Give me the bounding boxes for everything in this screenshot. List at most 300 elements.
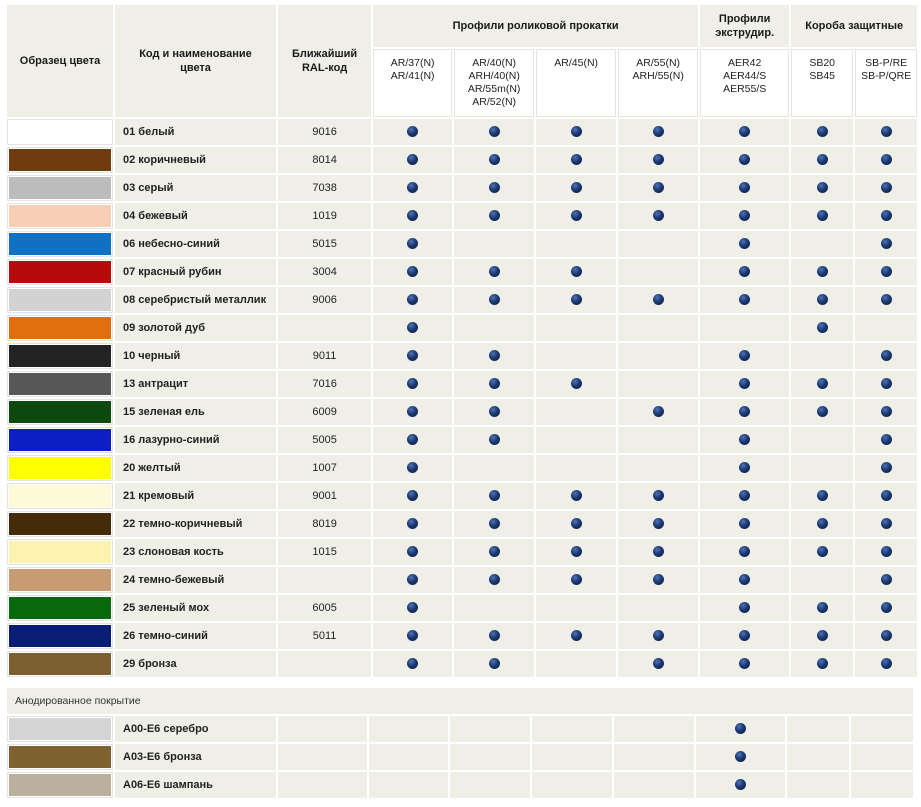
availability-cell (614, 772, 694, 798)
availability-dot-icon (407, 322, 418, 333)
availability-cell (700, 595, 789, 621)
color-row (7, 539, 917, 565)
availability-cell (618, 539, 698, 565)
availability-cell (373, 427, 452, 453)
color-swatch (9, 718, 111, 740)
availability-cell (373, 483, 452, 509)
availability-dot-icon (571, 518, 582, 529)
color-swatch-cell (7, 203, 113, 229)
model-code: ARH/55(N) (632, 70, 684, 82)
availability-cell (700, 539, 789, 565)
color-name: 13 антрацит (115, 371, 276, 397)
availability-cell (700, 651, 789, 677)
availability-dot-icon (407, 518, 418, 529)
color-swatch-cell (7, 175, 113, 201)
ral-code: 6009 (278, 399, 371, 425)
availability-cell (700, 427, 789, 453)
availability-dot-icon (407, 294, 418, 305)
ral-code (278, 716, 367, 742)
availability-dot-icon (653, 574, 664, 585)
color-row (7, 567, 917, 593)
availability-cell (696, 716, 785, 742)
availability-dot-icon (571, 266, 582, 277)
availability-dot-icon (739, 238, 750, 249)
availability-cell (855, 119, 917, 145)
availability-dot-icon (489, 182, 500, 193)
color-swatch (9, 597, 111, 619)
availability-dot-icon (817, 602, 828, 613)
availability-dot-icon (489, 630, 500, 641)
color-name: A00-E6 серебро (115, 716, 276, 742)
availability-dot-icon (817, 378, 828, 389)
availability-cell (700, 343, 789, 369)
availability-cell (532, 772, 612, 798)
availability-dot-icon (739, 574, 750, 585)
color-swatch (9, 233, 111, 255)
availability-cell (454, 147, 534, 173)
color-row (7, 287, 917, 313)
availability-cell (618, 287, 698, 313)
ral-code: 3004 (278, 259, 371, 285)
availability-dot-icon (407, 434, 418, 445)
availability-dot-icon (407, 406, 418, 417)
availability-dot-icon (881, 602, 892, 613)
model-code: ARH/40(N) (468, 70, 520, 82)
color-swatch (9, 149, 111, 171)
model-code: AER55/S (723, 83, 767, 95)
color-name: 16 лазурно-синий (115, 427, 276, 453)
availability-dot-icon (653, 210, 664, 221)
subheader-models-5 (791, 49, 853, 117)
availability-cell (855, 203, 917, 229)
availability-dot-icon (489, 210, 500, 221)
availability-cell (791, 231, 853, 257)
availability-dot-icon (817, 266, 828, 277)
availability-cell (855, 511, 917, 537)
color-name: A03-E6 бронза (115, 744, 276, 770)
availability-cell (536, 623, 616, 649)
color-row (7, 651, 917, 677)
ral-code: 1019 (278, 203, 371, 229)
color-name: 08 серебристый металлик (115, 287, 276, 313)
ral-code: 9016 (278, 119, 371, 145)
availability-cell (373, 119, 452, 145)
color-swatch (9, 746, 111, 768)
availability-cell (536, 511, 616, 537)
availability-cell (536, 399, 616, 425)
availability-cell (373, 595, 452, 621)
availability-cell (373, 623, 452, 649)
color-name: 01 белый (115, 119, 276, 145)
ral-code: 7016 (278, 371, 371, 397)
availability-dot-icon (881, 182, 892, 193)
availability-cell (851, 772, 913, 798)
color-swatch-cell (7, 744, 113, 770)
availability-cell (454, 343, 534, 369)
availability-cell (791, 455, 853, 481)
subheader-models-0 (373, 49, 452, 117)
availability-cell (373, 539, 452, 565)
ral-code: 7038 (278, 175, 371, 201)
availability-dot-icon (407, 126, 418, 137)
ral-code: 9006 (278, 287, 371, 313)
availability-cell (532, 744, 612, 770)
availability-dot-icon (817, 490, 828, 501)
availability-cell (373, 399, 452, 425)
availability-dot-icon (881, 658, 892, 669)
availability-cell (855, 483, 917, 509)
availability-dot-icon (881, 546, 892, 557)
availability-dot-icon (489, 406, 500, 417)
availability-cell (855, 539, 917, 565)
availability-dot-icon (571, 574, 582, 585)
availability-cell (536, 119, 616, 145)
availability-dot-icon (881, 154, 892, 165)
availability-cell (700, 371, 789, 397)
availability-cell (855, 231, 917, 257)
availability-dot-icon (407, 350, 418, 361)
subheader-models-4 (700, 49, 789, 117)
availability-cell (700, 287, 789, 313)
color-row (7, 744, 913, 770)
availability-cell (618, 623, 698, 649)
color-swatch (9, 401, 111, 423)
availability-dot-icon (407, 378, 418, 389)
availability-dot-icon (489, 154, 500, 165)
availability-dot-icon (571, 210, 582, 221)
availability-cell (369, 772, 448, 798)
availability-cell (855, 287, 917, 313)
color-swatch-cell (7, 539, 113, 565)
header-ral: Ближайший RAL-код (278, 5, 371, 117)
color-swatch-cell (7, 287, 113, 313)
color-swatch-cell (7, 231, 113, 257)
availability-cell (536, 483, 616, 509)
color-name: 10 черный (115, 343, 276, 369)
color-swatch (9, 485, 111, 507)
color-swatch (9, 513, 111, 535)
availability-dot-icon (653, 630, 664, 641)
availability-dot-icon (817, 126, 828, 137)
header-roll-profiles: Профили роликовой прокатки (373, 5, 698, 47)
availability-cell (855, 567, 917, 593)
availability-cell (791, 595, 853, 621)
availability-cell (369, 744, 448, 770)
availability-dot-icon (407, 658, 418, 669)
availability-dot-icon (739, 406, 750, 417)
color-name: 07 красный рубин (115, 259, 276, 285)
ral-code (278, 567, 371, 593)
availability-cell (855, 175, 917, 201)
availability-cell (532, 716, 612, 742)
ral-code: 5011 (278, 623, 371, 649)
color-name: 21 кремовый (115, 483, 276, 509)
availability-dot-icon (571, 630, 582, 641)
color-row (7, 595, 917, 621)
availability-dot-icon (571, 490, 582, 501)
color-row (7, 716, 913, 742)
availability-dot-icon (653, 154, 664, 165)
availability-cell (787, 716, 849, 742)
color-swatch (9, 457, 111, 479)
color-name: 25 зеленый мох (115, 595, 276, 621)
availability-cell (536, 371, 616, 397)
availability-cell (618, 343, 698, 369)
availability-dot-icon (739, 182, 750, 193)
availability-cell (536, 203, 616, 229)
availability-cell (536, 343, 616, 369)
availability-dot-icon (881, 462, 892, 473)
availability-cell (618, 483, 698, 509)
availability-cell (536, 259, 616, 285)
model-code: AR/52(N) (472, 96, 517, 108)
availability-cell (536, 595, 616, 621)
ral-code: 1007 (278, 455, 371, 481)
color-row (7, 315, 917, 341)
availability-cell (536, 651, 616, 677)
color-swatch-cell (7, 483, 113, 509)
color-swatch (9, 429, 111, 451)
color-row (7, 231, 917, 257)
availability-dot-icon (653, 658, 664, 669)
availability-dot-icon (817, 518, 828, 529)
availability-dot-icon (817, 630, 828, 641)
availability-dot-icon (571, 546, 582, 557)
availability-dot-icon (407, 266, 418, 277)
color-swatch (9, 373, 111, 395)
color-name: 24 темно-бежевый (115, 567, 276, 593)
availability-dot-icon (489, 266, 500, 277)
availability-cell (791, 343, 853, 369)
color-name: 26 темно-синий (115, 623, 276, 649)
availability-dot-icon (407, 182, 418, 193)
availability-dot-icon (407, 462, 418, 473)
availability-cell (700, 175, 789, 201)
availability-dot-icon (489, 378, 500, 389)
availability-cell (700, 259, 789, 285)
availability-cell (373, 315, 452, 341)
color-row (7, 511, 917, 537)
color-row (7, 772, 913, 798)
ral-code (278, 744, 367, 770)
availability-dot-icon (739, 126, 750, 137)
availability-cell (700, 623, 789, 649)
availability-cell (855, 371, 917, 397)
availability-cell (791, 175, 853, 201)
availability-cell (454, 511, 534, 537)
availability-cell (536, 427, 616, 453)
availability-dot-icon (653, 518, 664, 529)
availability-dot-icon (739, 378, 750, 389)
availability-cell (618, 455, 698, 481)
availability-cell (855, 651, 917, 677)
availability-dot-icon (817, 658, 828, 669)
availability-cell (454, 203, 534, 229)
color-name: 04 бежевый (115, 203, 276, 229)
ral-code: 9011 (278, 343, 371, 369)
availability-cell (373, 203, 452, 229)
availability-cell (700, 483, 789, 509)
availability-dot-icon (739, 658, 750, 669)
availability-dot-icon (817, 406, 828, 417)
availability-cell (536, 175, 616, 201)
availability-dot-icon (571, 378, 582, 389)
availability-dot-icon (817, 182, 828, 193)
header-code-name: Код и наименование цвета (115, 5, 276, 117)
availability-cell (855, 315, 917, 341)
availability-dot-icon (881, 266, 892, 277)
anodized-table (5, 686, 915, 800)
availability-cell (618, 567, 698, 593)
availability-cell (373, 651, 452, 677)
model-code: AR/55(N) (636, 57, 681, 69)
color-name: 15 зеленая ель (115, 399, 276, 425)
availability-dot-icon (407, 574, 418, 585)
availability-dot-icon (881, 574, 892, 585)
availability-cell (454, 399, 534, 425)
availability-cell (373, 371, 452, 397)
color-swatch (9, 625, 111, 647)
availability-cell (373, 455, 452, 481)
availability-dot-icon (881, 210, 892, 221)
availability-cell (618, 231, 698, 257)
color-name: 06 небесно-синий (115, 231, 276, 257)
ral-code: 1015 (278, 539, 371, 565)
availability-dot-icon (881, 434, 892, 445)
color-swatch (9, 345, 111, 367)
availability-cell (536, 287, 616, 313)
color-name: 03 серый (115, 175, 276, 201)
availability-cell (696, 772, 785, 798)
availability-cell (791, 399, 853, 425)
availability-dot-icon (881, 378, 892, 389)
color-name: 20 желтый (115, 455, 276, 481)
availability-dot-icon (881, 126, 892, 137)
availability-dot-icon (571, 154, 582, 165)
availability-cell (855, 427, 917, 453)
ral-code: 6005 (278, 595, 371, 621)
availability-dot-icon (739, 266, 750, 277)
model-code: AER44/S (723, 70, 767, 82)
availability-cell (700, 147, 789, 173)
availability-cell (373, 287, 452, 313)
availability-cell (618, 315, 698, 341)
availability-dot-icon (817, 546, 828, 557)
availability-cell (855, 343, 917, 369)
availability-cell (618, 595, 698, 621)
availability-cell (700, 315, 789, 341)
color-row (7, 623, 917, 649)
availability-cell (536, 567, 616, 593)
color-name: 22 темно-коричневый (115, 511, 276, 537)
color-row (7, 175, 917, 201)
availability-cell (454, 287, 534, 313)
availability-cell (618, 259, 698, 285)
model-code: SB-P/RE (865, 57, 908, 69)
color-swatch-cell (7, 595, 113, 621)
availability-cell (369, 716, 448, 742)
availability-cell (791, 315, 853, 341)
color-name: A06-E6 шампань (115, 772, 276, 798)
availability-dot-icon (489, 294, 500, 305)
availability-dot-icon (407, 490, 418, 501)
availability-dot-icon (489, 574, 500, 585)
availability-cell (791, 371, 853, 397)
availability-cell (855, 147, 917, 173)
availability-cell (450, 716, 530, 742)
ral-code (278, 651, 371, 677)
availability-dot-icon (653, 490, 664, 501)
availability-dot-icon (489, 434, 500, 445)
availability-dot-icon (489, 350, 500, 361)
color-swatch-cell (7, 651, 113, 677)
availability-cell (791, 539, 853, 565)
availability-cell (791, 651, 853, 677)
availability-cell (700, 567, 789, 593)
ral-code: 8019 (278, 511, 371, 537)
availability-dot-icon (735, 723, 746, 734)
color-row (7, 427, 917, 453)
color-row (7, 259, 917, 285)
availability-dot-icon (817, 294, 828, 305)
availability-dot-icon (739, 294, 750, 305)
availability-dot-icon (739, 490, 750, 501)
model-code: SB45 (809, 70, 836, 82)
availability-dot-icon (407, 210, 418, 221)
color-swatch-cell (7, 371, 113, 397)
color-swatch-cell (7, 455, 113, 481)
availability-cell (700, 511, 789, 537)
model-code: AR/40(N) (472, 57, 517, 69)
color-table (5, 3, 919, 679)
availability-dot-icon (407, 154, 418, 165)
availability-cell (536, 315, 616, 341)
availability-cell (454, 567, 534, 593)
availability-dot-icon (739, 518, 750, 529)
availability-cell (454, 315, 534, 341)
availability-cell (855, 595, 917, 621)
availability-dot-icon (739, 462, 750, 473)
availability-cell (855, 399, 917, 425)
availability-cell (700, 119, 789, 145)
availability-cell (851, 716, 913, 742)
color-swatch-cell (7, 399, 113, 425)
availability-dot-icon (881, 238, 892, 249)
ral-code: 9001 (278, 483, 371, 509)
availability-cell (700, 399, 789, 425)
availability-dot-icon (739, 350, 750, 361)
anodized-section-title: Анодированное покрытие (7, 688, 913, 714)
availability-dot-icon (881, 350, 892, 361)
color-name: 23 слоновая кость (115, 539, 276, 565)
availability-cell (787, 744, 849, 770)
ral-code: 8014 (278, 147, 371, 173)
color-swatch (9, 541, 111, 563)
color-swatch (9, 653, 111, 675)
model-code: AR/41(N) (390, 70, 435, 82)
availability-cell (618, 203, 698, 229)
color-row (7, 343, 917, 369)
availability-cell (851, 744, 913, 770)
availability-dot-icon (881, 490, 892, 501)
availability-dot-icon (739, 630, 750, 641)
availability-cell (791, 287, 853, 313)
availability-dot-icon (739, 602, 750, 613)
availability-cell (791, 483, 853, 509)
availability-dot-icon (653, 126, 664, 137)
availability-cell (618, 147, 698, 173)
availability-dot-icon (653, 294, 664, 305)
